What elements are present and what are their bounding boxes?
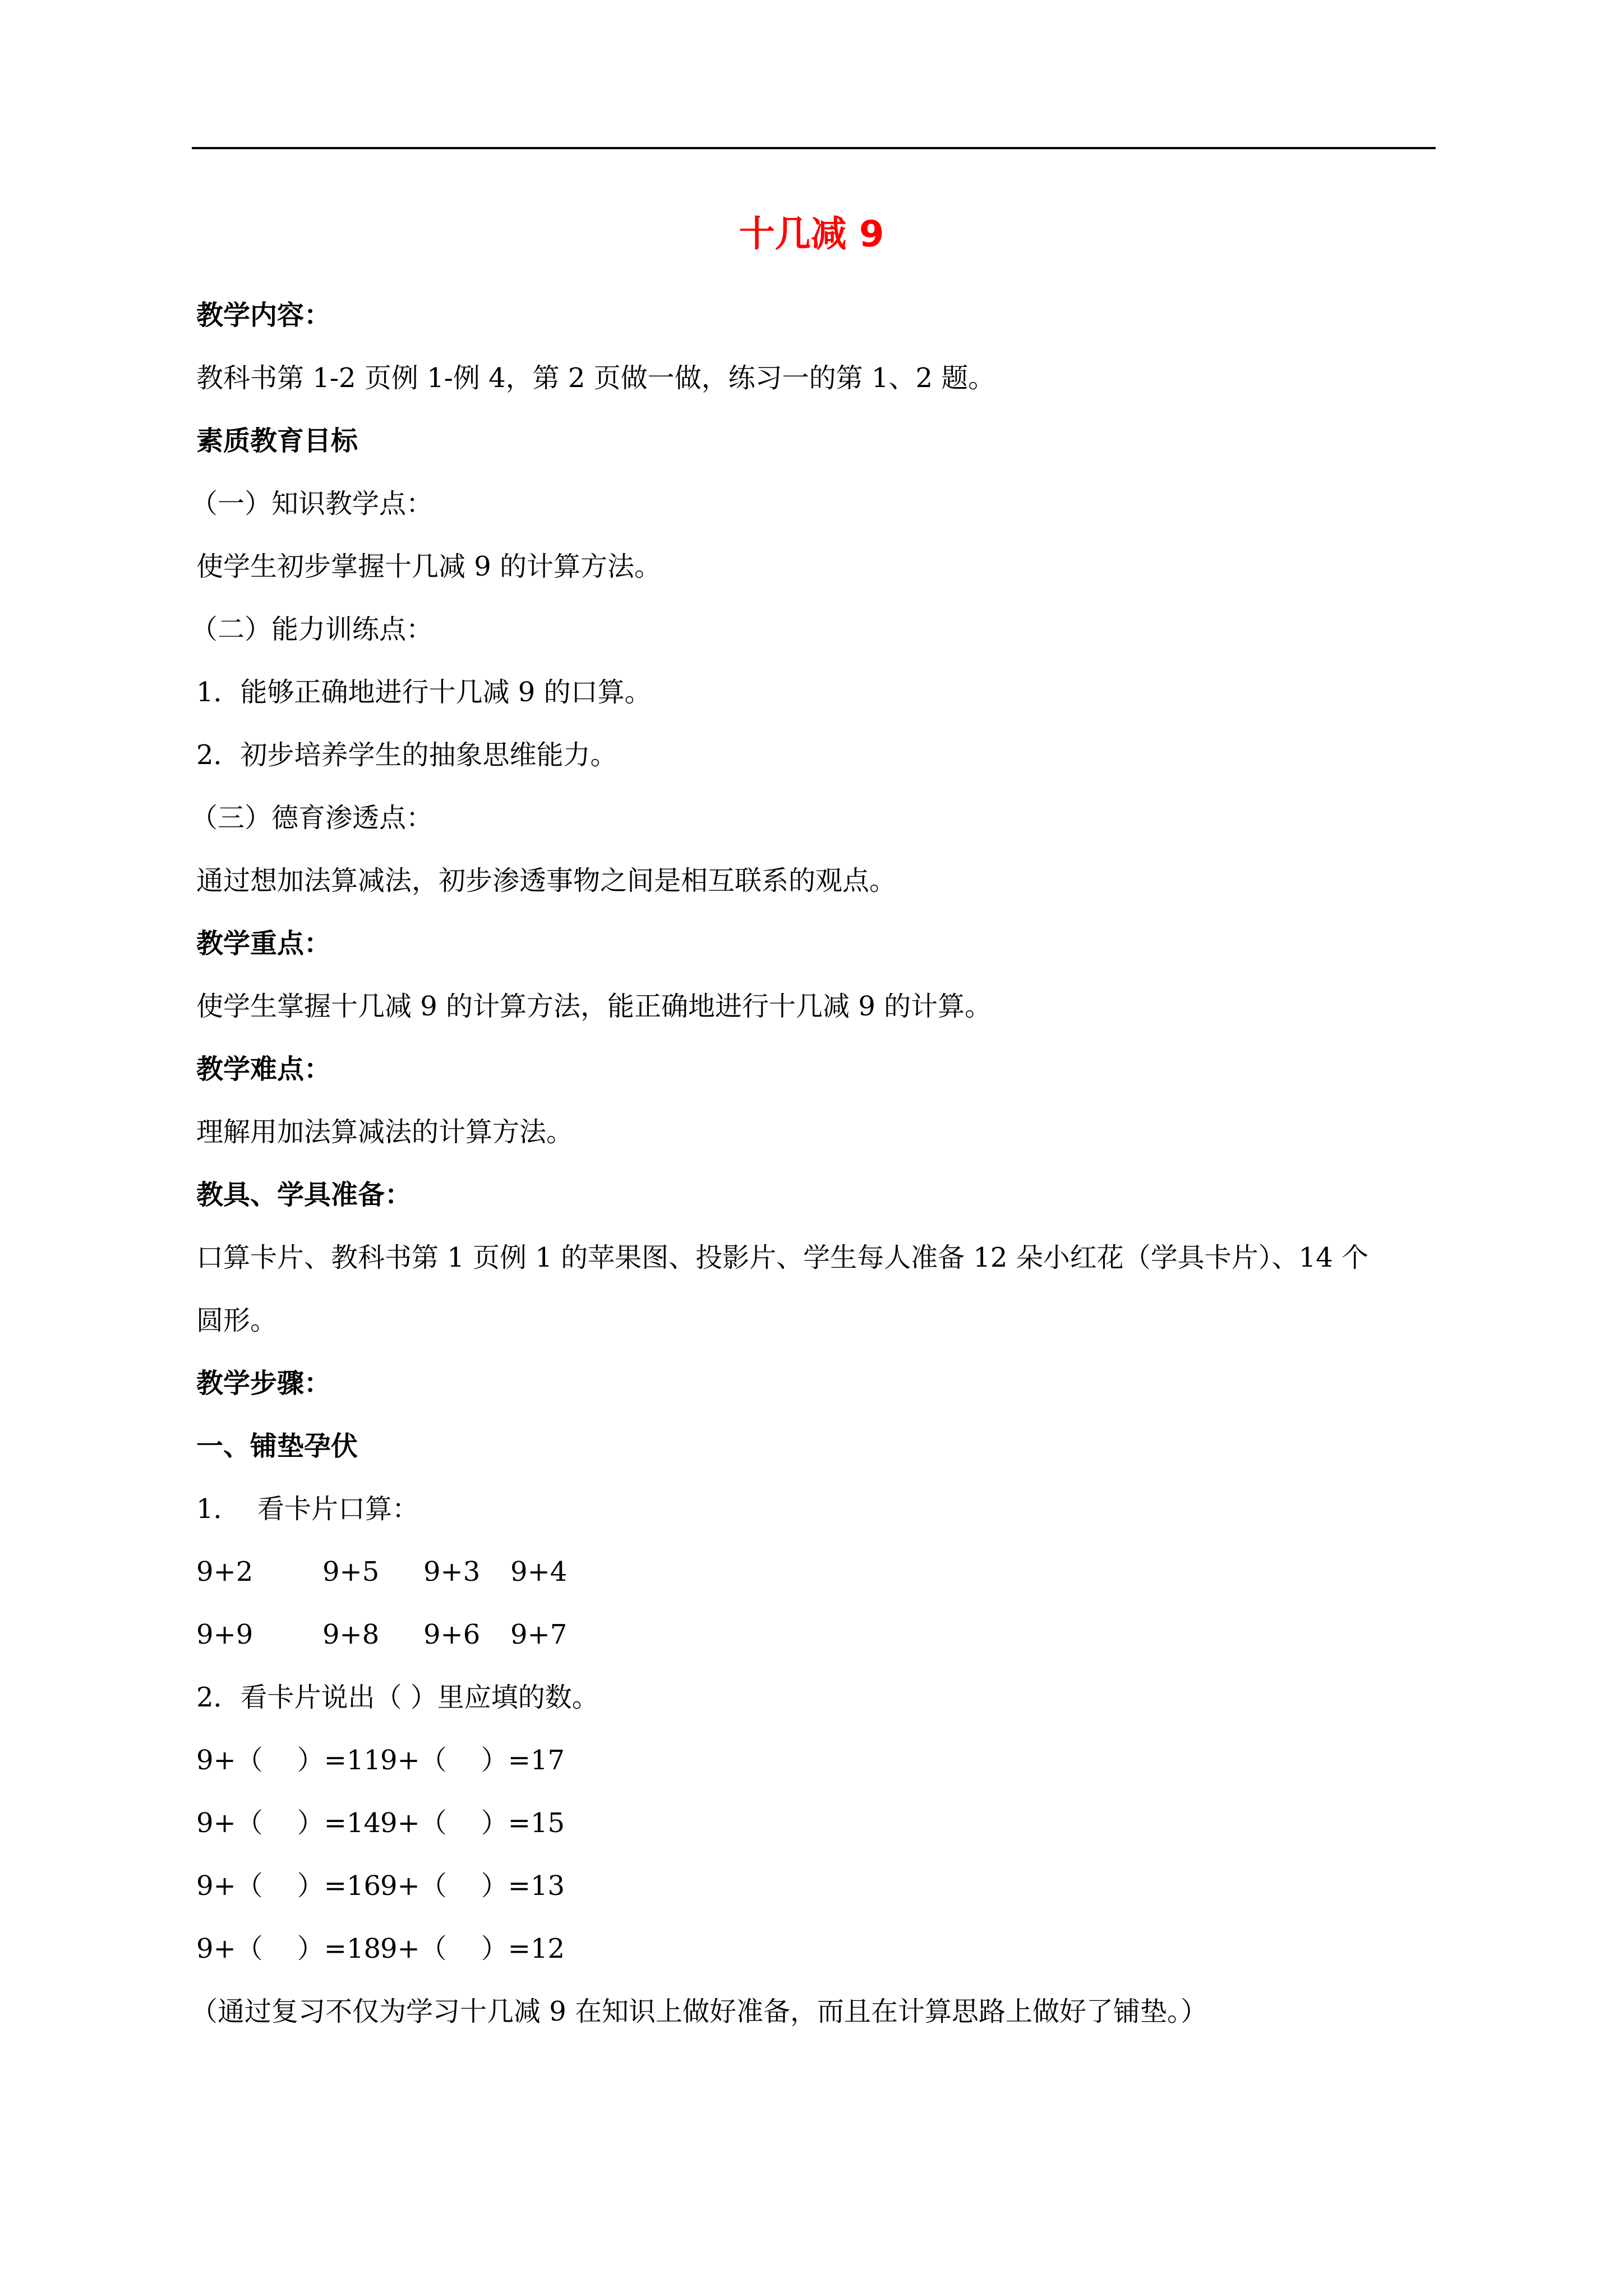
header-rule: [192, 147, 1436, 149]
goal1-heading: （一）知识教学点：: [191, 488, 434, 519]
goal2-item-1: 1．能够正确地进行十几减 9 的口算。: [196, 677, 652, 708]
tools-text-line-2: 圆形。: [196, 1305, 278, 1336]
goal3-heading: （三）德育渗透点：: [191, 802, 434, 834]
fill-blank-item: 9+（ ）=12: [380, 1933, 565, 1964]
review-note: （通过复习不仅为学习十几减 9 在知识上做好准备，而且在计算思路上做好了铺垫。）: [191, 1996, 1208, 2027]
oral-calc-item: 9+3: [423, 1556, 481, 1588]
oral-calc-item: 9+9: [196, 1619, 253, 1650]
content-heading: 教学内容：: [196, 300, 331, 331]
fill-blank-item: 9+（ ）=11: [196, 1745, 381, 1776]
key-text: 使学生掌握十几减 9 的计算方法，能正确地进行十几减 9 的计算。: [196, 991, 992, 1022]
difficulty-text: 理解用加法算减法的计算方法。: [196, 1116, 574, 1148]
goal2-heading: （二）能力训练点：: [191, 614, 434, 645]
steps-heading: 教学步骤：: [196, 1368, 331, 1399]
oral-calc-item: 9+8: [322, 1619, 380, 1650]
oral-calc-item: 9+6: [423, 1619, 481, 1650]
oral-calc-item: 9+4: [510, 1556, 568, 1588]
goal2-item-2: 2．初步培养学生的抽象思维能力。: [196, 739, 617, 771]
page-title: 十几减 9: [739, 214, 884, 255]
tools-heading: 教具、学具准备：: [196, 1179, 412, 1211]
fill-blank-item: 9+（ ）=16: [196, 1870, 381, 1902]
fill-blank-item: 9+（ ）=18: [196, 1933, 381, 1964]
fill-blank-item: 9+（ ）=15: [380, 1807, 565, 1839]
fill-blank-item: 9+（ ）=14: [196, 1807, 381, 1839]
goal3-text: 通过想加法算减法，初步渗透事物之间是相互联系的观点。: [196, 865, 897, 896]
oral-calc-item: 9+5: [322, 1556, 380, 1588]
fill-blank-item: 9+（ ）=13: [380, 1870, 565, 1902]
goal1-text: 使学生初步掌握十几减 9 的计算方法。: [196, 551, 662, 582]
key-heading: 教学重点：: [196, 928, 331, 959]
step1-item-2: 2．看卡片说出（ ）里应填的数。: [196, 1682, 599, 1713]
oral-calc-item: 9+2: [196, 1556, 253, 1588]
tools-text-line-1: 口算卡片、教科书第 1 页例 1 的苹果图、投影片、学生每人准备 12 朵小红花（学具卡片）、14 个: [196, 1242, 1369, 1273]
difficulty-heading: 教学难点：: [196, 1053, 331, 1085]
content-text: 教科书第 1-2 页例 1-例 4，第 2 页做一做，练习一的第 1、2 题。: [196, 362, 995, 394]
fill-blank-item: 9+（ ）=17: [380, 1745, 565, 1776]
step1-item-1: 1． 看卡片口算：: [196, 1493, 419, 1525]
step1-heading: 一、铺垫孕伏: [196, 1430, 358, 1462]
goals-heading: 素质教育目标: [196, 425, 358, 457]
oral-calc-item: 9+7: [510, 1619, 568, 1650]
